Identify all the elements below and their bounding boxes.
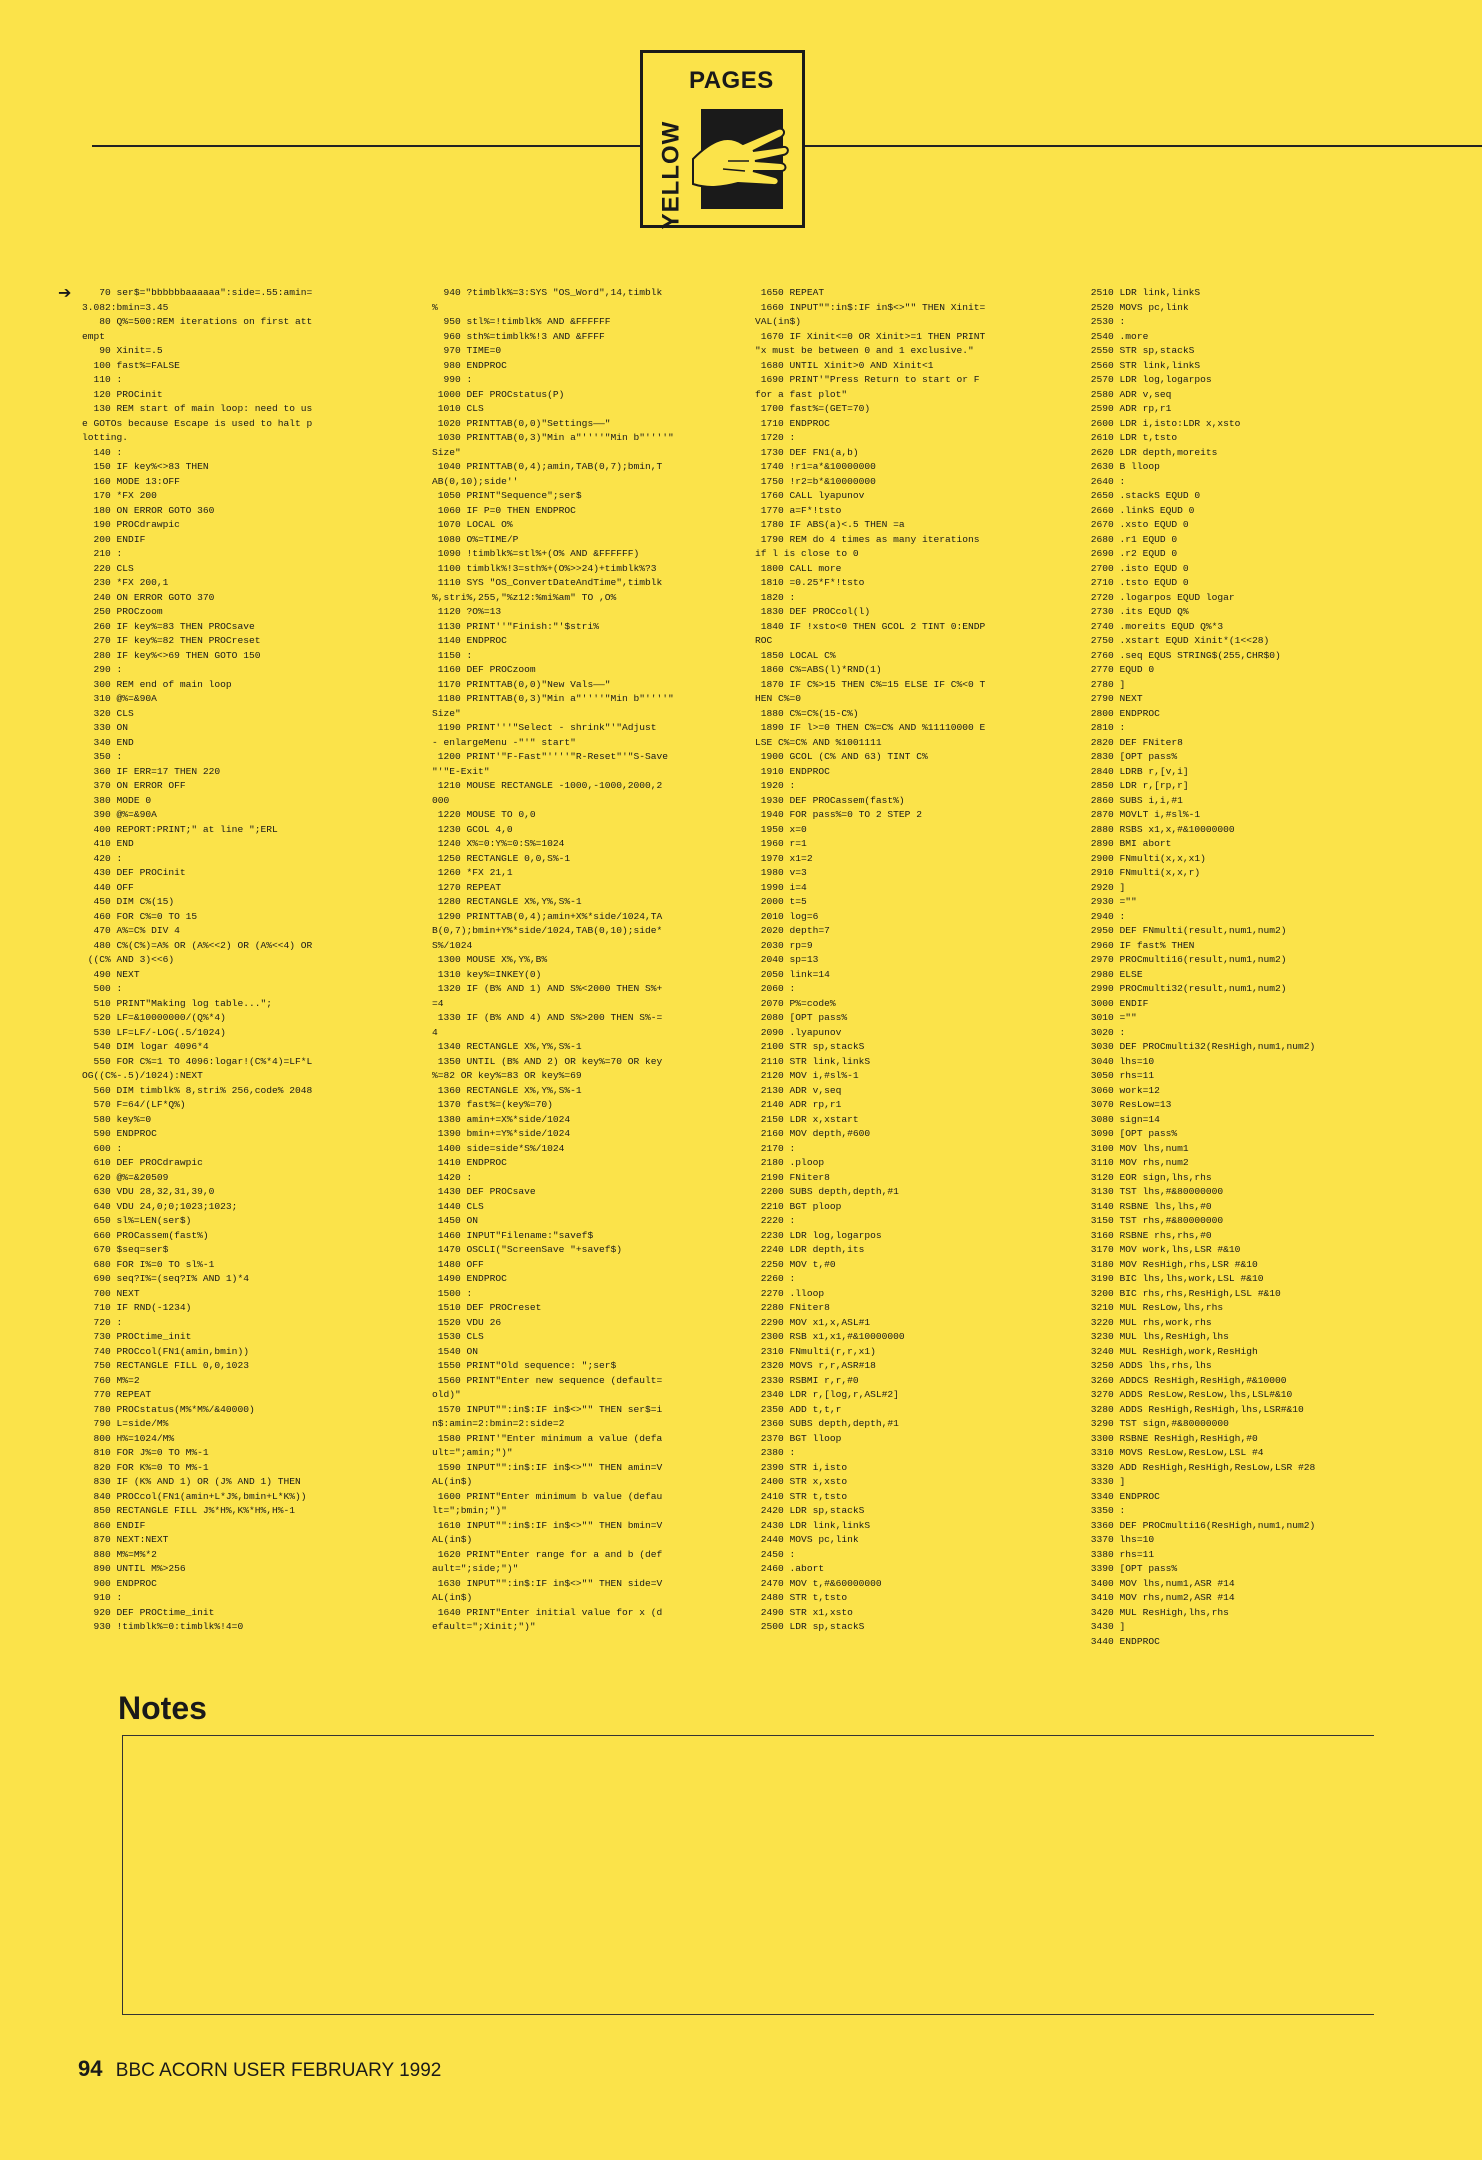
listing-column-4: 2510 LDR link,linkS 2520 MOVS pc,link 2530 : 2540 .more 2550 STR sp,stackS 2560 STR link,linkS 2570 LDR log,logarpos 2580 ADR v,seq 2590 ADR rp,r1 2600 LDR i,isto:LDR x,xsto 2610 LDR t,tsto 2620 LDR depth,moreits 2630 B lloop 2640 : 2650 .stackS EQUD 0 2660 .linkS EQUD 0 2670 .xsto EQUD 0 2680 .r1 EQUD 0 2690 .r2 EQUD 0 2700 .isto EQUD 0 2710 .tsto EQUD 0 2720 .logarpos EQUD logar 2730 .its EQUD Q% 2740 .moreits EQUD Q%*3 2750 .xstart EQUD Xinit*(1<<28) 2760 .seq EQUS STRING$(255,CHR$0) 2770 EQUD 0 2780 ] 2790 NEXT 2800 ENDPROC 2810 : 2820 DEF FNiter8 2830 [OPT pass% 2840 LDRB r,[v,i] 2850 LDR r,[rp,r] 2860 SUBS i,i,#1 2870 MOVLT i,#sl%-1 2880 RSBS x1,x,#&10000000 2890 BMI abort 2900 FNmulti(x,x,x1) 2910 FNmulti(x,x,r) 2920 ] 2930 ="" 2940 : 2950 DEF FNmulti(result,num1,num2) 2960 IF fast% THEN 2970 PROCmulti16(result,num1,num2) 2980 ELSE 2990 PROCmulti32(result,num1,num2) 3000 ENDIF 3010 ="" 3020 : 3030 DEF PROCmulti32(ResHigh,num1,num2) 3040 lhs=10 3050 rhs=11 3060 work=12 3070 ResLow=13 3080 sign=14 3090 [OPT pass% 3100 MOV lhs,num1 3110 MOV rhs,num2 3120 EOR sign,lhs,rhs 3130 TST lhs,#&80000000 3140 RSBNE lhs,lhs,#0 3150 TST rhs,#&80000000 3160 RSBNE rhs,rhs,#0 3170 MOV work,lhs,LSR #&10 3180 MOV ResHigh,rhs,LSR #&10 3190 BIC lhs,lhs,work,LSL #&10 3200 BIC rhs,rhs,ResHigh,LSL #&10 3210 MUL ResLow,lhs,rhs 3220 MUL rhs,work,rhs 3230 MUL lhs,ResHigh,lhs 3240 MUL ResHigh,work,ResHigh 3250 ADDS lhs,rhs,lhs 3260 ADDCS ResHigh,ResHigh,#&10000 3270 ADDS ResLow,ResLow,lhs,LSL#&10 3280 ADDS ResHigh,ResHigh,lhs,LSR#&10 3290 TST sign,#&80000000 3300 RSBNE ResHigh,ResHigh,#0 3310 MOVS ResLow,ResLow,LSL #4 3320 ADD ResHigh,ResHigh,ResLow,LSR #28 3330 ] 3340 ENDPROC 3350 : 3360 DEF PROCmulti16(ResHigh,num1,num2) 3370 lhs=10 3380 rhs=11 3390 [OPT pass% 3400 MOV lhs,num1,ASR #14 3410 MOV rhs,num2,ASR #14 3420 MUL ResHigh,lhs,rhs 3430 ] 3440 ENDPROC (1090, 287, 1316, 1647)
logo-pages-text: PAGES (689, 67, 774, 94)
listing-column-3: 1650 REPEAT 1660 INPUT"":in$:IF in$<>"" THEN Xinit= VAL(in$) 1670 IF Xinit<=0 OR Xinit>=1 THEN PRINT "x must be between 0 and 1 exclusive." 1680 UNTIL Xinit>0 AND Xinit<1 1690 PRINT'"Press Return to start or F for a fast plot" 1700 fast%=(GET=70) 1710 ENDPROC 1720 : 1730 DEF FN1(a,b) 1740 !r1=a*&10000000 1750 !r2=b*&10000000 1760 CALL lyapunov 1770 a=F*!tsto 1780 IF ABS(a)<.5 THEN =a 1790 REM do 4 times as many iterations if l is close to 0 1800 CALL more 1810 =0.25*F*!tsto 1820 : 1830 DEF PROCcol(l) 1840 IF !xsto<0 THEN GCOL 2 TINT 0:ENDP ROC 1850 LOCAL C% 1860 C%=ABS(l)*RND(1) 1870 IF C%>15 THEN C%=15 ELSE IF C%<0 T HEN C%=0 1880 C%=C%(15-C%) 1890 IF l>=0 THEN C%=C% AND %11110000 E LSE C%=C% AND %1001111 1900 GCOL (C% AND 63) TINT C% 1910 ENDPROC 1920 : 1930 DEF PROCassem(fast%) 1940 FOR pass%=0 TO 2 STEP 2 1950 x=0 1960 r=1 1970 x1=2 1980 v=3 1990 i=4 2000 t=5 2010 log=6 2020 depth=7 2030 rp=9 2040 sp=13 2050 link=14 2060 : 2070 P%=code% 2080 [OPT pass% 2090 .lyapunov 2100 STR sp,stackS 2110 STR link,linkS 2120 MOV i,#sl%-1 2130 ADR v,seq 2140 ADR rp,r1 2150 LDR x,xstart 2160 MOV depth,#600 2170 : 2180 .ploop 2190 FNiter8 2200 SUBS depth,depth,#1 2210 BGT ploop 2220 : 2230 LDR log,logarpos 2240 LDR depth,its 2250 MOV t,#0 2260 : 2270 .lloop 2280 FNiter8 2290 MOV x1,x,ASL#1 2300 RSB x1,x1,#&10000000 2310 FNmulti(r,r,x1) 2320 MOVS r,r,ASR#18 2330 RSBMI r,r,#0 2340 LDR r,[log,r,ASL#2] 2350 ADD t,t,r 2360 SUBS depth,depth,#1 2370 BGT lloop 2380 : 2390 STR i,isto 2400 STR x,xsto 2410 STR t,tsto 2420 LDR sp,stackS 2430 LDR link,linkS 2440 MOVS pc,link 2450 : 2460 .abort 2470 MOV t,#&60000000 2480 STR t,tsto 2490 STR x1,xsto 2500 LDR sp,stackS (755, 287, 986, 1632)
footer (78, 2056, 441, 2082)
notes-box-left (122, 1735, 123, 2015)
notes-title: Notes (118, 1690, 207, 1726)
listing-column-2: 940 ?timblk%=3:SYS "OS_Word",14,timblk % 950 stl%=!timblk% AND &FFFFFF 960 sth%=timblk%!3 AND &FFFF 970 TIME=0 980 ENDPROC 990 : 1000 DEF PROCstatus(P) 1010 CLS 1020 PRINTTAB(0,0)"Settings——" 1030 PRINTTAB(0,3)"Min a"''''"Min b"''''" Size" 1040 PRINTTAB(0,4);amin,TAB(0,7);bmin,T AB(0,10);side'' 1050 PRINT"Sequence";ser$ 1060 IF P=0 THEN ENDPROC 1070 LOCAL O% 1080 O%=TIME/P 1090 !timblk%=stl%+(O% AND &FFFFFF) 1100 timblk%!3=sth%+(O%>>24)+timblk%?3 1110 SYS "OS_ConvertDateAndTime",timblk %,stri%,255,"%z12:%mi%am" TO ,O% 1120 ?O%=13 1130 PRINT''"Finish:"'$stri% 1140 ENDPROC 1150 : 1160 DEF PROCzoom 1170 PRINTTAB(0,0)"New Vals——" 1180 PRINTTAB(0,3)"Min a"''''"Min b"''''" Size" 1190 PRINT'''"Select - shrink"'"Adjust - enlargeMenu -"'" start" 1200 PRINT'"F-Fast"''''"R-Reset"'"S-Save "'"E-Exit" 1210 MOUSE RECTANGLE -1000,-1000,2000,2 000 1220 MOUSE TO 0,0 1230 GCOL 4,0 1240 X%=0:Y%=0:S%=1024 1250 RECTANGLE 0,0,S%-1 1260 *FX 21,1 1270 REPEAT 1280 RECTANGLE X%,Y%,S%-1 1290 PRINTTAB(0,4);amin+X%*side/1024,TA B(0,7);bmin+Y%*side/1024,TAB(0,10);side* S%/1024 1300 MOUSE X%,Y%,B% 1310 key%=INKEY(0) 1320 IF (B% AND 1) AND S%<2000 THEN S%+ =4 1330 IF (B% AND 4) AND S%>200 THEN S%-= 4 1340 RECTANGLE X%,Y%,S%-1 1350 UNTIL (B% AND 2) OR key%=70 OR key %=82 OR key%=83 OR key%=69 1360 RECTANGLE X%,Y%,S%-1 1370 fast%=(key%=70) 1380 amin+=X%*side/1024 1390 bmin+=Y%*side/1024 1400 side=side*S%/1024 1410 ENDPROC 1420 : 1430 DEF PROCsave 1440 CLS 1450 ON 1460 INPUT"Filename:"savef$ 1470 OSCLI("ScreenSave "+savef$) 1480 OFF 1490 ENDPROC 1500 : 1510 DEF PROCreset 1520 VDU 26 1530 CLS 1540 ON 1550 PRINT"Old sequence: ";ser$ 1560 PRINT"Enter new sequence (default= old)" 1570 INPUT"":in$:IF in$<>"" THEN ser$=i n$:amin=2:bmin=2:side=2 1580 PRINT'"Enter minimum a value (defa ult=";amin;")" 1590 INPUT"":in$:IF in$<>"" THEN amin=V AL(in$) 1600 PRINT"Enter minimum b value (defau lt=";bmin;")" 1610 INPUT"":in$:IF in$<>"" THEN bmin=V AL(in$) 1620 PRINT"Enter range for a and b (def ault=";side;")" 1630 INPUT"":in$:IF in$<>"" THEN side=V AL(in$) 1640 PRINT"Enter initial value for x (d efault=";Xinit;")" (432, 287, 674, 1632)
hand-icon (683, 99, 793, 219)
listing-column-1: 70 ser$="bbbbbbaaaaaa":side=.55:amin= 3.082:bmin=3.45 80 Q%=500:REM iterations on first att empt 90 Xinit=.5 100 fast%=FALSE 110 : 120 PROCinit 130 REM start of main loop: need to us e GOTOs because Escape is used to halt p lotting. 140 : 150 IF key%<>83 THEN 160 MODE 13:OFF 170 *FX 200 180 ON ERROR GOTO 360 190 PROCdrawpic 200 ENDIF 210 : 220 CLS 230 *FX 200,1 240 ON ERROR GOTO 370 250 PROCzoom 260 IF key%=83 THEN PROCsave 270 IF key%=82 THEN PROCreset 280 IF key%<>69 THEN GOTO 150 290 : 300 REM end of main loop 310 @%=&90A 320 CLS 330 ON 340 END 350 : 360 IF ERR=17 THEN 220 370 ON ERROR OFF 380 MODE 0 390 @%=&90A 400 REPORT:PRINT;" at line ";ERL 410 END 420 : 430 DEF PROCinit 440 OFF 450 DIM C%(15) 460 FOR C%=0 TO 15 470 A%=C% DIV 4 480 C%(C%)=A% OR (A%<<2) OR (A%<<4) OR ((C% AND 3)<<6) 490 NEXT 500 : 510 PRINT"Making log table..."; 520 LF=&10000000/(Q%*4) 530 LF=LF/-LOG(.5/1024) 540 DIM logar 4096*4 550 FOR C%=1 TO 4096:logar!(C%*4)=LF*L OG((C%-.5)/1024):NEXT 560 DIM timblk% 8,stri% 256,code% 2048 570 F=64/(LF*Q%) 580 key%=0 590 ENDPROC 600 : 610 DEF PROCdrawpic 620 @%=&20509 630 VDU 28,32,31,39,0 640 VDU 24,0;0;1023;1023; 650 sl%=LEN(ser$) 660 PROCassem(fast%) 670 $seq=ser$ 680 FOR I%=0 TO sl%-1 690 seq?I%=(seq?I% AND 1)*4 700 NEXT 710 IF RND(-1234) 720 : 730 PROCtime_init 740 PROCcol(FN1(amin,bmin)) 750 RECTANGLE FILL 0,0,1023 760 M%=2 770 REPEAT 780 PROCstatus(M%*M%/&40000) 790 L=side/M% 800 H%=1024/M% 810 FOR J%=0 TO M%-1 820 FOR K%=0 TO M%-1 830 IF (K% AND 1) OR (J% AND 1) THEN 840 PROCcol(FN1(amin+L*J%,bmin+L*K%)) 850 RECTANGLE FILL J%*H%,K%*H%,H%-1 860 ENDIF 870 NEXT:NEXT 880 M%=M%*2 890 UNTIL M%>256 900 ENDPROC 910 : 920 DEF PROCtime_init 930 !timblk%=0:timblk%!4=0 (82, 287, 313, 1632)
magazine-credit: BBC ACORN USER FEBRUARY 1992 (115, 2060, 442, 2081)
page-number: 94 (78, 2056, 103, 2081)
notes-box-bottom (122, 2014, 1374, 2015)
arrow-marker: ➔ (58, 285, 72, 302)
logo-yellow-text: YELLOW (657, 120, 685, 230)
notes-rule (122, 1735, 1374, 1736)
yellow-pages-logo (640, 50, 805, 228)
